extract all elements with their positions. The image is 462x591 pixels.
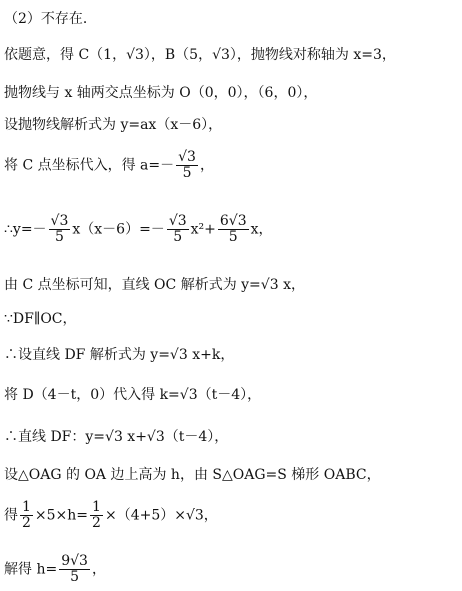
fraction-numerator: √3	[168, 213, 187, 229]
line-substitute-c: 将 C 点坐标代入，得 a=－ $\frac{√3}{5}$ ，	[4, 149, 214, 181]
fraction-numerator: 1	[92, 499, 101, 515]
line-intersection-points: 抛物线与 x 轴两交点坐标为 O（0，0），（6，0），	[4, 85, 318, 101]
fraction-denominator: 2	[22, 515, 31, 531]
fraction-numerator: √3	[50, 213, 69, 229]
fraction-one-half	[20, 500, 33, 531]
expr-part-3: x²+	[190, 221, 216, 238]
fraction-numerator: √3	[178, 149, 196, 165]
line-df-parallel-oc: ∵DF∥OC，	[4, 311, 77, 327]
line-solve-height	[4, 554, 106, 585]
fraction-denominator: 5	[182, 165, 192, 181]
solve-part-1: 解得 h=	[4, 561, 58, 578]
expr-part-1: ∴y=－	[4, 221, 47, 238]
line-given-points: 依题意，得 C（1，√3），B（5，√3），抛物线对称轴为 x=3，	[4, 47, 396, 63]
fraction-denominator: 5	[173, 229, 183, 245]
line-set-parabola: 设抛物线解析式为 y=ax（x－6），	[4, 117, 223, 133]
fraction-9sqrt3-over-5	[59, 554, 90, 585]
fraction-denominator: 5	[55, 229, 64, 245]
line-substitute-d: 将 D（4－t，0）代入得 k=√3（t－4），	[4, 387, 262, 403]
line-oc-expression: 由 C 点坐标可知，直线 OC 解析式为 y=√3 x，	[4, 277, 305, 293]
area-part-3: ×（4+5）×√3，	[104, 507, 218, 524]
area-part-2: ×5×h=	[34, 507, 89, 524]
line-substitute-c-text: 将 C 点坐标代入，得 a=－	[4, 157, 175, 174]
fraction-denominator: 2	[92, 515, 101, 531]
fraction-one-half	[90, 500, 103, 531]
line-part-2-header: （2）不存在．	[4, 11, 97, 27]
line-df-expression: ∴直线 DF：y=√3 x+√3（t－4），	[4, 429, 229, 445]
fraction-denominator: 5	[70, 569, 80, 585]
fraction-denominator: 5	[228, 229, 238, 245]
fraction-6sqrt3-over-5	[218, 214, 249, 245]
fraction-sqrt3-over-5	[176, 150, 198, 181]
fraction-sqrt3-over-5	[167, 214, 189, 245]
line-set-df: ∴设直线 DF 解析式为 y=√3 x+k，	[4, 347, 235, 363]
expr-part-2: x（x－6）=－	[72, 221, 165, 238]
area-part-1: 得	[4, 507, 18, 524]
fraction-numerator: 9√3	[61, 553, 88, 569]
expr-part-4: x，	[250, 221, 273, 238]
fraction-numerator: 6√3	[219, 213, 247, 229]
fraction-numerator: 1	[22, 499, 31, 515]
line-parabola-expression	[4, 214, 273, 245]
line-set-height: 设△OAG 的 OA 边上高为 h，由 S△OAG=S 梯形 OABC，	[4, 467, 381, 483]
line-area-equation	[4, 500, 218, 531]
fraction-sqrt3-over-5	[49, 214, 71, 245]
solve-part-2: ，	[91, 561, 106, 578]
